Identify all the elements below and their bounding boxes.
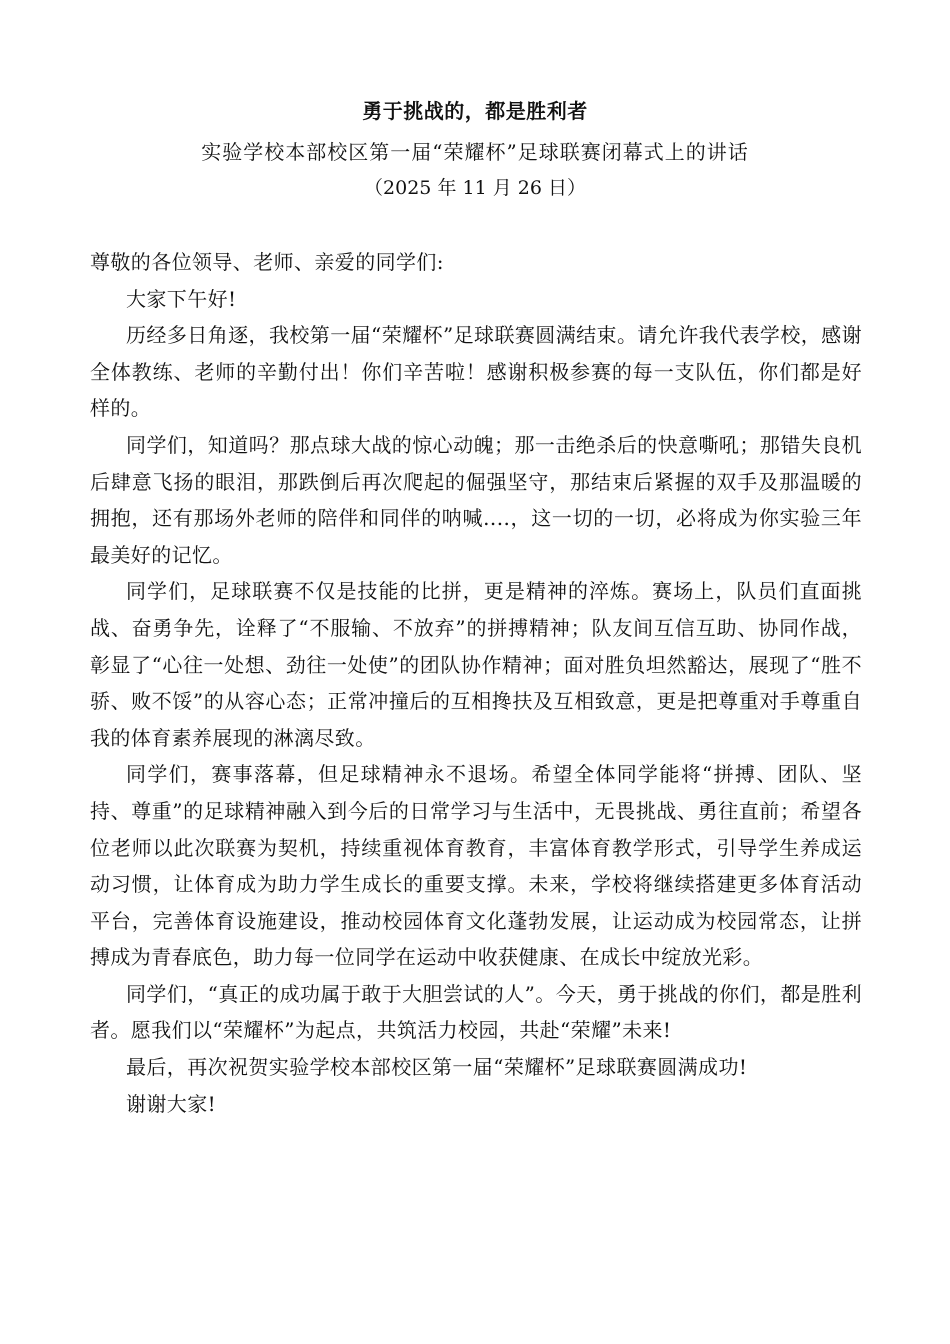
speech-body [90,244,862,1122]
salutation: 尊敬的各位领导、老师、亲爱的同学们: [90,250,444,274]
paragraph-closing: 谢谢大家! [126,1091,217,1116]
document-date: （2025 年 11 月 26 日） [364,177,586,199]
paragraph-congratulations: 最后，再次祝贺实验学校本部校区第一届“荣耀杯”足球联赛圆满成功! [126,1055,748,1080]
paragraph-thanks: 历经多日角逐，我校第一届“荣耀杯”足球联赛圆满结束。请允许我代表学校，感谢全体教练、老师的辛勤付出！你们辛苦啦！感谢积极参赛的每一支队伍，你们都是好样的。 [90,323,862,421]
document-subtitle: 实验学校本部校区第一届“荣耀杯”足球联赛闭幕式上的讲话 [201,140,749,164]
document-title: 勇于挑战的，都是胜利者 [362,99,588,123]
paragraph-winners: 同学们，“真正的成功属于敢于大胆尝试的人”。今天，勇于挑战的你们，都是胜利者。愿我们以“荣耀杯”为起点，共筑活力校园，共赴“荣耀”未来! [90,981,862,1043]
paragraph-spirit: 同学们，足球联赛不仅是技能的比拼，更是精神的淬炼。赛场上，队员们直面挑战、奋勇争先，诠释了“不服输、不放弃”的拼搏精神；队友间互信互助、协同作战，彰显了“心往一处想、劲往一处使”的团队协作精神；面对胜负坦然豁达，展现了“胜不骄、败不馁”的从容心态；正常冲撞后的互相搀扶及互相致意，更是把尊重对手尊重自我的体育素养展现的淋漓尽致。 [90,579,862,750]
paragraph-hopes: 同学们，赛事落幕，但足球精神永不退场。希望全体同学能将“拼搏、团队、坚持、尊重”的足球精神融入到今后的日常学习与生活中，无畏挑战、勇往直前；希望各位老师以此次联赛为契机，持续重视体育教育，丰富体育教学形式，引导学生养成运动习惯，让体育成为助力学生成长的重要支撑。未来，学校将继续搭建更多体育活动平台，完善体育设施建设，推动校园体育文化蓬勃发展，让运动成为校园常态，让拼搏成为青春底色，助力每一位同学在运动中收获健康、在成长中绽放光彩。 [90,762,862,970]
paragraph-greeting: 大家下午好! [126,286,237,311]
paragraph-memories: 同学们，知道吗？那点球大战的惊心动魄；那一击绝杀后的快意嘶吼；那错失良机后肆意飞扬的眼泪，那跌倒后再次爬起的倔强坚守，那结束后紧握的双手及那温暖的拥抱，还有那场外老师的陪伴和同伴的呐喊....，这一切的一切，必将成为你实验三年最美好的记忆。 [90,432,862,567]
